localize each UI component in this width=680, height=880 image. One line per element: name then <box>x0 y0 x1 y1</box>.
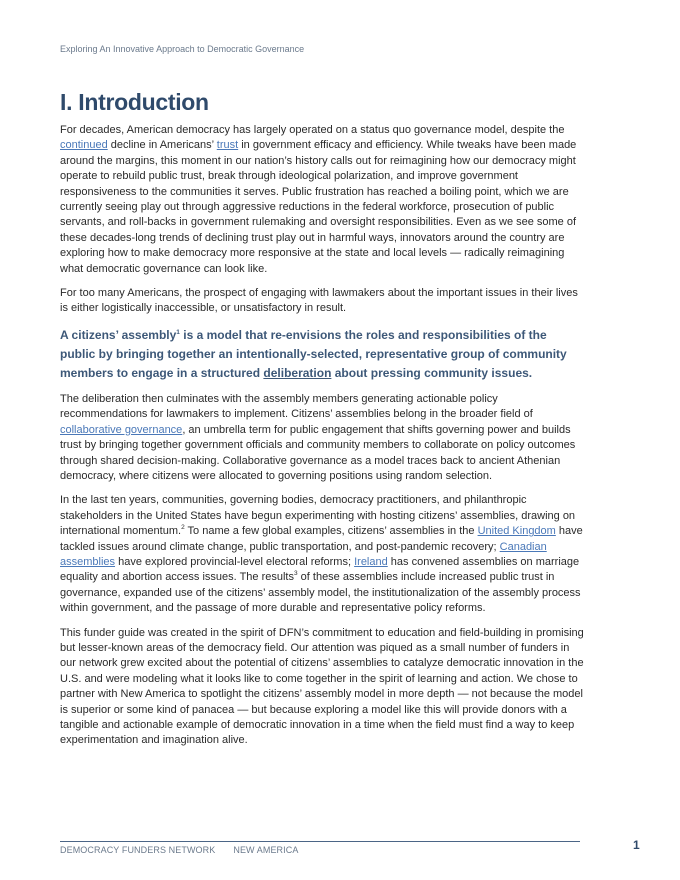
footer-org-dfn: DEMOCRACY FUNDERS NETWORK <box>60 845 216 855</box>
text-run: decline in Americans’ <box>107 139 217 152</box>
text-run: is a model that re-envisions the roles and responsibilities of the public by bringing together an intentionally-selected, representative group of community members to engage in a structured <box>60 327 567 380</box>
paragraph-deliberation <box>60 392 585 484</box>
footnote-ref-2[interactable]: 2 <box>181 524 185 532</box>
text-run: , an umbrella term for public engagement that shifts governing power and builds trust by bringing together government officials and community members to collaborate on policy outcomes through shared decision-making. Collaborative governance as a model traces back to ancient Athenian democracy, where citizens were allocated to governing positions using random selection. <box>60 423 576 482</box>
link-continued[interactable]: continued <box>60 139 108 152</box>
link-canadian-assemblies[interactable]: Canadian assemblies <box>60 540 547 568</box>
running-header: Exploring An Innovative Approach to Democratic Governance <box>60 44 305 54</box>
footnote-ref-1[interactable]: 1 <box>176 328 180 336</box>
section-body <box>60 123 585 758</box>
footnote-ref-3[interactable]: 3 <box>293 570 298 578</box>
link-deliberation[interactable]: deliberation <box>263 365 332 380</box>
link-trust[interactable]: trust <box>216 139 239 152</box>
page-number: 1 <box>633 838 640 852</box>
text-run: have tackled issues around climate change, public transportation, and post-pandemic recovery; <box>60 525 583 553</box>
footer-divider <box>60 841 580 842</box>
paragraph-intro <box>60 123 585 277</box>
paragraph-global-examples <box>60 493 585 616</box>
text-run: For decades, American democracy has largely operated on a status quo governance model, despite the <box>60 124 565 136</box>
text-run: have explored provincial-level electoral reforms; <box>115 555 355 568</box>
text-run: about pressing community issues. <box>331 365 533 380</box>
paragraph-engagement: For too many Americans, the prospect of engaging with lawmakers about the important issues in their lives is either logistically inaccessible, or unsatisfactory in result. <box>60 287 578 315</box>
footer-org-new-america: NEW AMERICA <box>233 845 299 855</box>
section-heading: I. Introduction <box>60 89 209 115</box>
link-collaborative-governance[interactable]: collaborative governance <box>60 423 183 436</box>
text-run: in government efficacy and efficiency. While tweaks have been made around the margins, this moment in our nation’s history calls out for reimagining how our democracy might operate to rebuild public trust, break through ideological polarization, and improve government responsiveness to the communities it serves. Public frustration has reached a boiling point, which we are currently seeing play out through aggressive reductions in the federal workforce, prosecution of public servants, and roll-backs in government rulemaking and oversight responsibilities. Even as we see some of these decades-long trends of declining trust play out in harmful ways, innovators around the country are exploring how to make democracy more responsive at the state and local levels — radically reimagining what democratic governance can look like. <box>60 139 577 275</box>
text-run: In the last ten years, communities, governing bodies, democracy practitioners, and philanthropic stakeholders in the United States have begun experimenting with hosting citizens’ assemblies, drawing on international momentum. <box>60 494 576 538</box>
footer <box>60 845 298 855</box>
link-united-kingdom[interactable]: United Kingdom <box>477 525 556 538</box>
callout-citizens-assembly <box>60 326 585 383</box>
link-ireland[interactable]: Ireland <box>354 555 388 568</box>
text-run: The deliberation then culminates with the assembly members generating actionable policy recommendations for lawmakers to implement. Citizens’ assemblies belong in the broader field of <box>60 392 533 421</box>
paragraph-funder-guide: This funder guide was created in the spirit of DFN’s commitment to education and field-building in promising but lesser-known areas of the democracy field. Our attention was piqued as a small number of funders in our network grew excited about the potential of citizens’ assemblies to catalyze democratic innovation in the U.S. and were modeling what it looks like to come together in the spirit of learning and action. We chose to partner with New America to spotlight the citizens’ assembly model in more depth — not because the model is superior or some kind of panacea — but because exploring a model like this will provide donors with a tangible and actionable example of democratic innovation in a time when the field must find a way to keep experimentation and imagination alive. <box>60 626 584 747</box>
text-run: A citizens’ assembly <box>60 327 177 342</box>
text-run: of these assemblies include increased public trust in governance, expanded use of the citizens’ assembly model, the institutionalization of the assembly process within government, and the passage of more durable and representative policy reforms. <box>60 571 581 615</box>
text-run: To name a few global examples, citizens’ assemblies in the <box>184 525 478 538</box>
text-run: has convened assemblies on marriage equality and abortion access issues. The results <box>60 555 580 584</box>
